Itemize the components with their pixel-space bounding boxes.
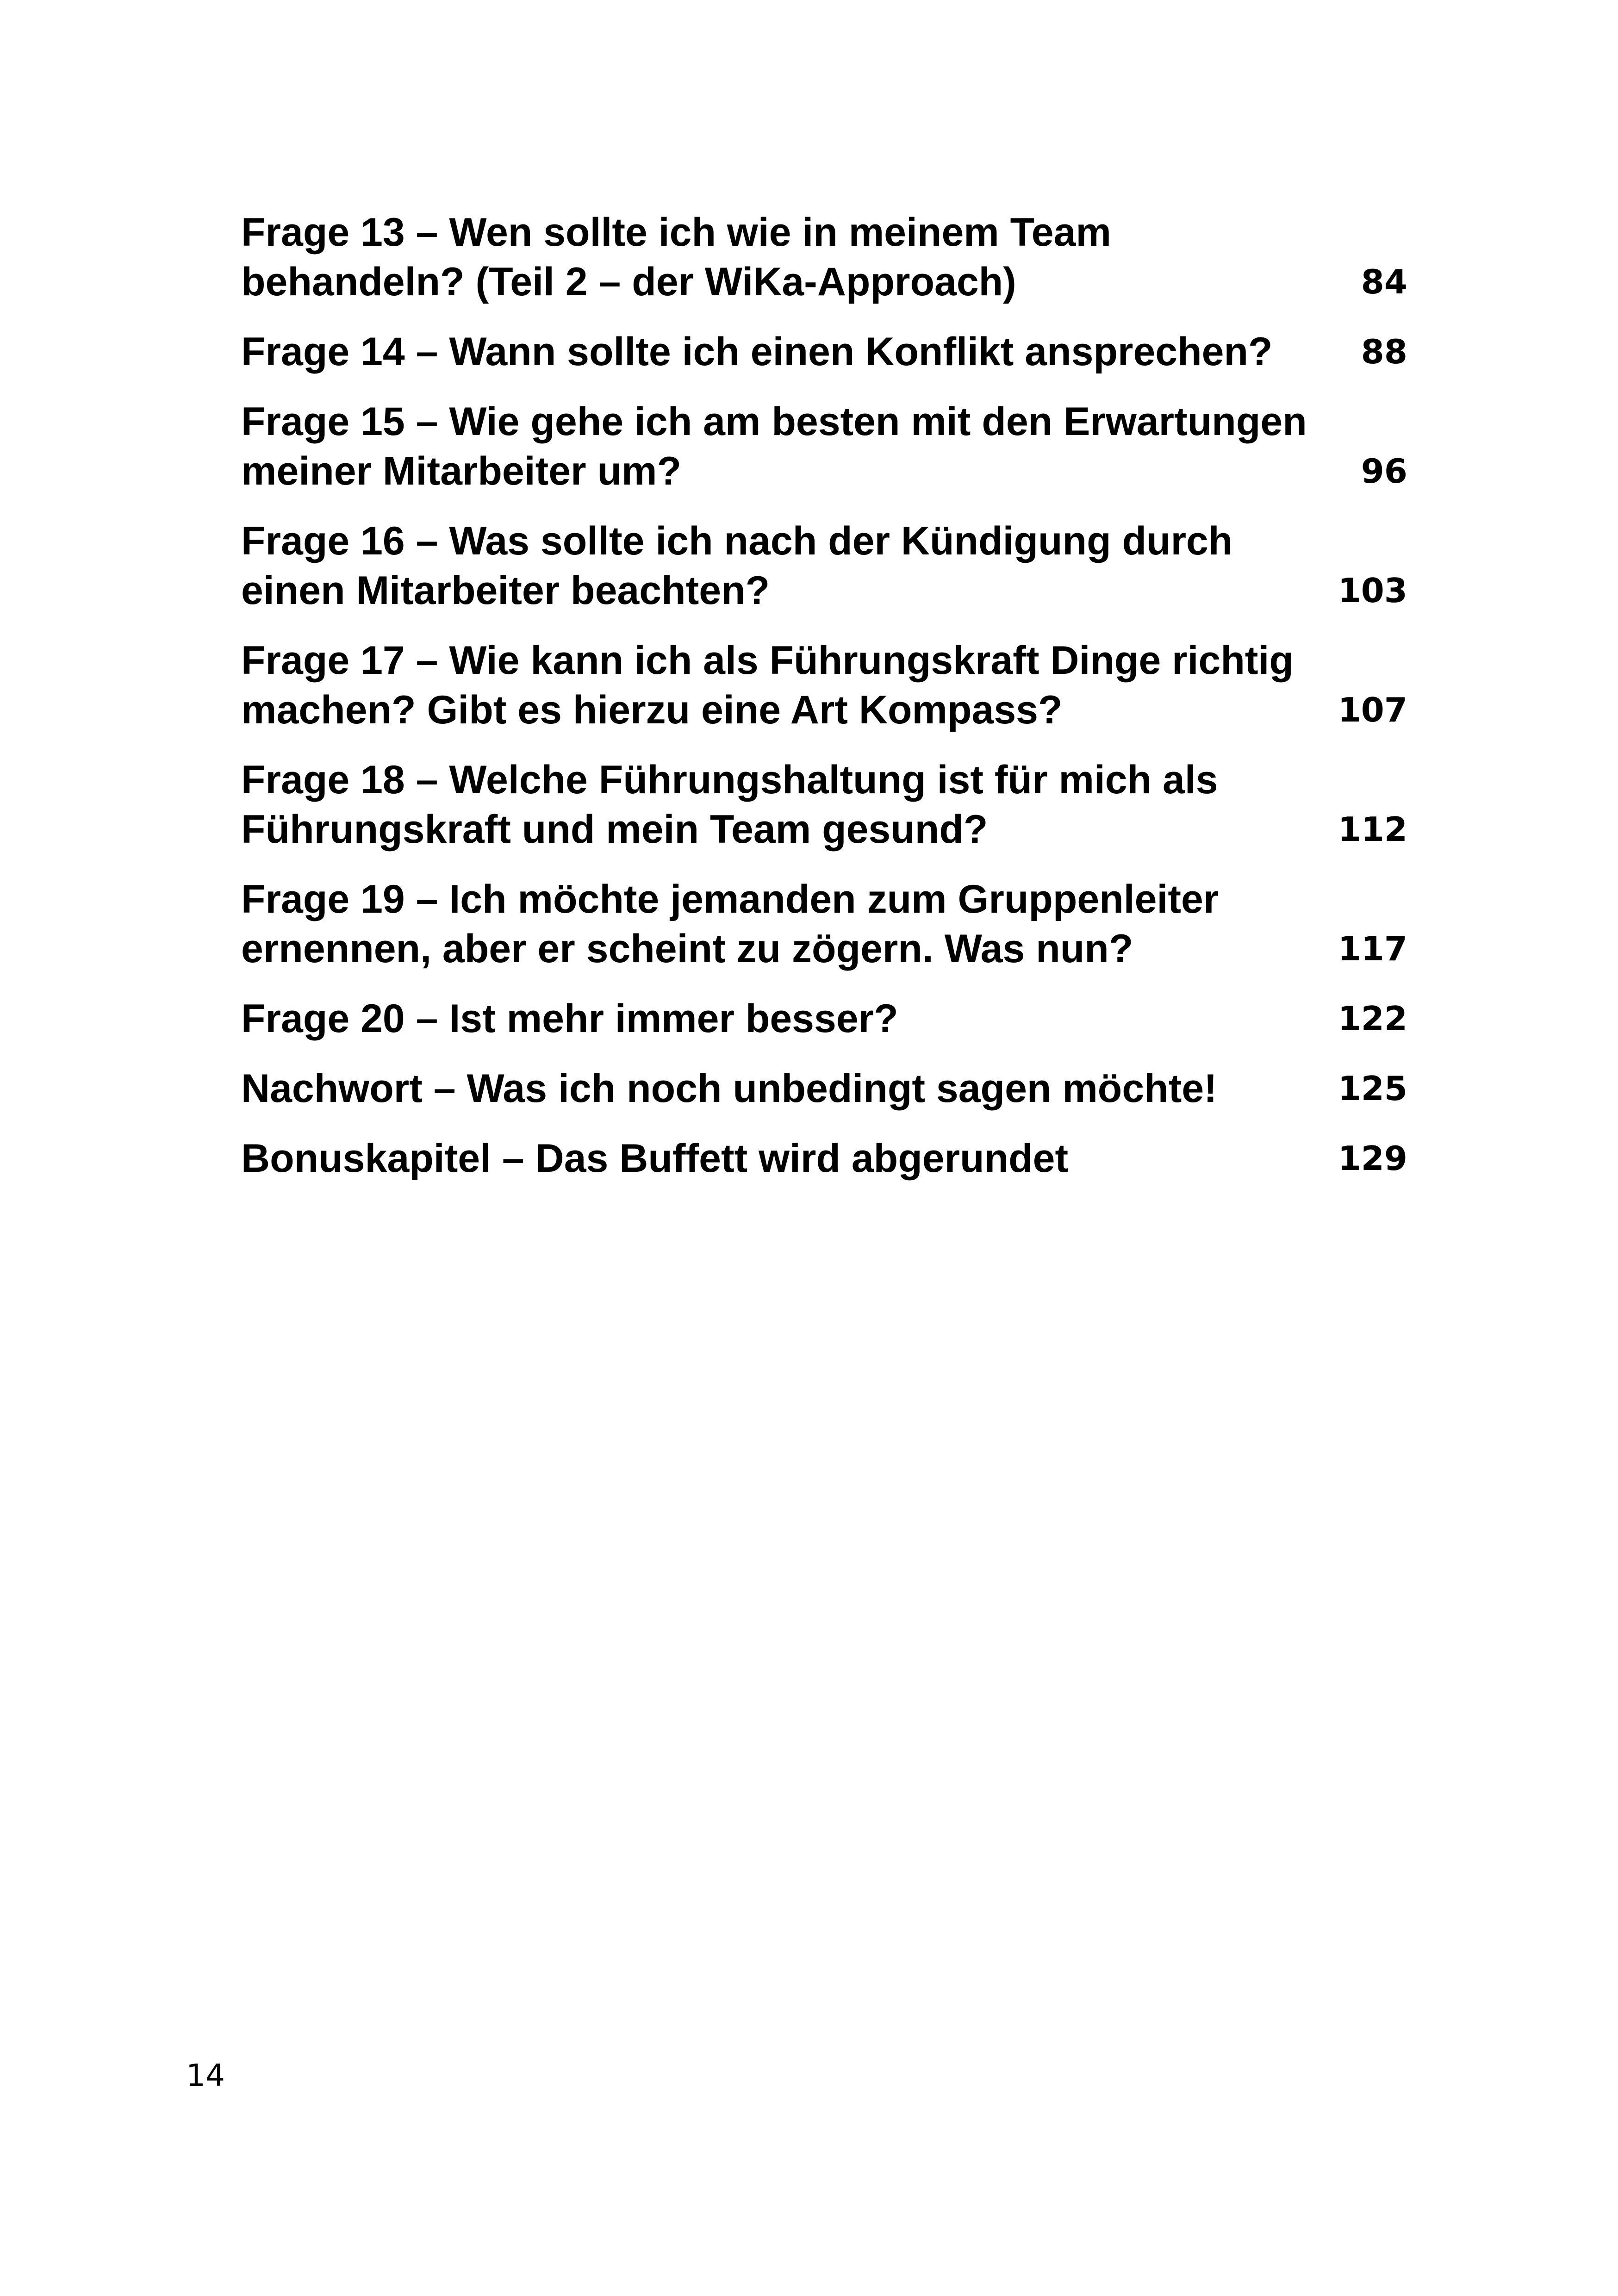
toc-entry-title-line: Frage 14 – Wann sollte ich einen Konflikt ansprechen? [241,330,1273,374]
toc-entry-title-line: Nachwort – Was ich noch unbedingt sagen möchte! [241,1066,1217,1111]
toc-entry-title-line: Frage 20 – Ist mehr immer besser? [241,996,898,1041]
toc-entry-title-line: ernennen, aber er scheint zu zögern. Was nun? [241,927,1133,971]
toc-entry[interactable] [241,208,1407,307]
toc-entry[interactable] [241,636,1407,735]
toc-entry-page-number: 84 [1361,262,1407,301]
toc-entry-page-number: 103 [1338,571,1407,610]
toc-entry-title-line: Führungskraft und mein Team gesund? [241,807,988,852]
toc-entry-title-line: Bonuskapitel – Das Buffett wird abgerundet [241,1136,1069,1181]
toc-entry[interactable] [241,994,1407,1044]
toc-entry[interactable] [241,1134,1407,1183]
toc-entry-title-line: Frage 19 – Ich möchte jemanden zum Gruppenleiter [241,877,1219,921]
toc-entry-page-number: 107 [1338,691,1407,729]
toc-entry-page-number: 88 [1361,332,1407,371]
toc-entry[interactable] [241,755,1407,854]
toc-entry-page-number: 96 [1361,452,1407,491]
toc-entry[interactable] [241,516,1407,616]
toc-entry[interactable] [241,1064,1407,1114]
toc-entry-title-line: Frage 17 – Wie kann ich als Führungskraft Dinge richtig [241,638,1294,683]
toc-entry-title-line: machen? Gibt es hierzu eine Art Kompass? [241,688,1063,732]
toc-entry-title-line: Frage 18 – Welche Führungshaltung ist für mich als [241,758,1218,802]
table-of-contents [241,208,1407,1204]
toc-entry[interactable] [241,875,1407,974]
toc-entry-title-line: meiner Mitarbeiter um? [241,449,681,493]
toc-entry-page-number: 125 [1338,1069,1407,1108]
toc-entry[interactable] [241,327,1407,377]
toc-entry-title-line: Frage 13 – Wen sollte ich wie in meinem Team [241,210,1111,255]
page-number: 14 [186,2058,225,2093]
toc-entry-page-number: 112 [1338,810,1407,849]
toc-entry-title-line: Frage 15 – Wie gehe ich am besten mit den Erwartungen [241,399,1307,444]
toc-entry-title-line: behandeln? (Teil 2 – der WiKa-Approach) [241,260,1016,304]
toc-entry-title-line: einen Mitarbeiter beachten? [241,568,770,613]
toc-entry[interactable] [241,397,1407,496]
toc-entry-title-line: Frage 16 – Was sollte ich nach der Kündigung durch [241,519,1233,563]
toc-entry-page-number: 129 [1338,1139,1407,1178]
toc-entry-page-number: 117 [1338,929,1407,968]
toc-entry-page-number: 122 [1338,999,1407,1038]
